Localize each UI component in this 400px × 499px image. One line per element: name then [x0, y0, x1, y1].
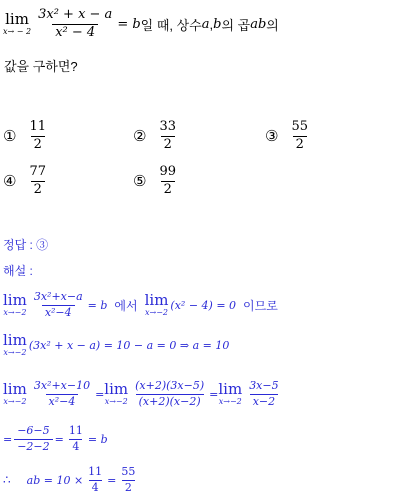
solution-line-1: lim x→−2 $\frac{\text{3x²+x−a}}{\text{x²−4}}$ = b 에서 lim x→−2 (x² − 4) = 0 이므로: [3, 289, 278, 319]
answer-label: 정답 : ③: [3, 238, 49, 252]
choice-5[interactable]: [133, 163, 181, 199]
solution-line-3: lim x→−2 $\frac{\text{3x²+x−10}}{\text{x²−4}}$ = lim x→−2 $\frac{(x+2)(3x-5)}{(x+2)(x-2)}$ = lim x→−2 $\frac{3x-5}{x-2}$: [3, 373, 284, 415]
solution-line-2: lim x→−2 (3x² + x − a) = 10 − a = 0 ⇒ a = 10: [3, 331, 230, 357]
choice-3-fraction: $\frac{55}{2}$: [291, 118, 308, 152]
limit-operator: lim x→ − 2: [3, 10, 32, 36]
var-ab: ab: [250, 16, 267, 32]
solution-1-fraction: $\frac{\text{3x²+x−a}}{\text{x²−4}}$: [33, 289, 83, 319]
solution-4-fraction-1: $\frac{-6-5}{-2-2}$: [14, 425, 52, 453]
problem-text-3: 의: [266, 17, 279, 33]
problem-numerator: 3x² + x − a: [38, 6, 113, 22]
limit-operator: lim x→−2: [3, 291, 27, 317]
choice-3[interactable]: [265, 118, 313, 154]
limit-operator: lim x→−2: [3, 331, 27, 357]
choice-3-mark: ③: [265, 127, 279, 145]
problem-text: 일 때, 상수: [140, 17, 202, 33]
problem-text-2: 의 곱: [221, 17, 251, 33]
choice-2-mark: ②: [133, 127, 147, 145]
solution-3-fraction-2: $\frac{(x+2)(3x-5)}{(x+2)(x-2)}$: [135, 378, 205, 408]
limit-operator: lim x→−2: [3, 380, 27, 406]
solution-3-fraction-1: $\frac{\text{3x²+x−10}}{\text{x²−4}}$: [33, 378, 91, 408]
explanation-label: 해설 :: [3, 264, 33, 278]
problem-rhs: = b: [117, 16, 141, 32]
comma: ,: [209, 16, 214, 32]
limit-operator: lim x→−2: [218, 380, 243, 406]
choice-5-fraction: $\frac{99}{2}$: [159, 163, 176, 197]
limit-operator: lim x→−2: [144, 291, 169, 317]
solution-4-fraction-2: $\frac{11}{4}$: [68, 423, 83, 453]
problem-fraction: [35, 8, 115, 41]
choice-5-mark: ⑤: [133, 172, 147, 190]
choice-4[interactable]: [3, 163, 51, 199]
problem-denominator: x² − 4: [52, 24, 98, 41]
var-b: b: [213, 16, 222, 32]
choice-2-fraction: $\frac{33}{2}$: [159, 118, 176, 152]
problem-line-1: [3, 4, 279, 44]
solution-3-fraction-3: $\frac{3x-5}{x-2}$: [249, 378, 279, 408]
choice-4-fraction: $\frac{77}{2}$: [29, 163, 46, 197]
var-a: a: [201, 16, 210, 32]
limit-operator: lim x→−2: [104, 380, 129, 406]
choice-2[interactable]: [133, 118, 181, 154]
solution-5-fraction-2: $\frac{55}{2}$: [121, 464, 136, 494]
solution-line-5: ∴ ab = 10 × $\frac{11}{4}$ = $\frac{55}{2}$: [3, 462, 140, 498]
choice-1-fraction: $\frac{11}{2}$: [29, 118, 46, 152]
choice-4-mark: ④: [3, 172, 17, 190]
solution-5-fraction-1: $\frac{11}{4}$: [88, 464, 103, 494]
choice-1-mark: ①: [3, 127, 17, 145]
choice-1[interactable]: [3, 118, 51, 154]
therefore-symbol: ∴: [3, 473, 11, 487]
solution-line-4: = $\frac{-6-5}{-2-2}$ = $\frac{11}{4}$ = b: [3, 423, 108, 453]
problem-line-2: 값을 구하면?: [4, 59, 78, 74]
